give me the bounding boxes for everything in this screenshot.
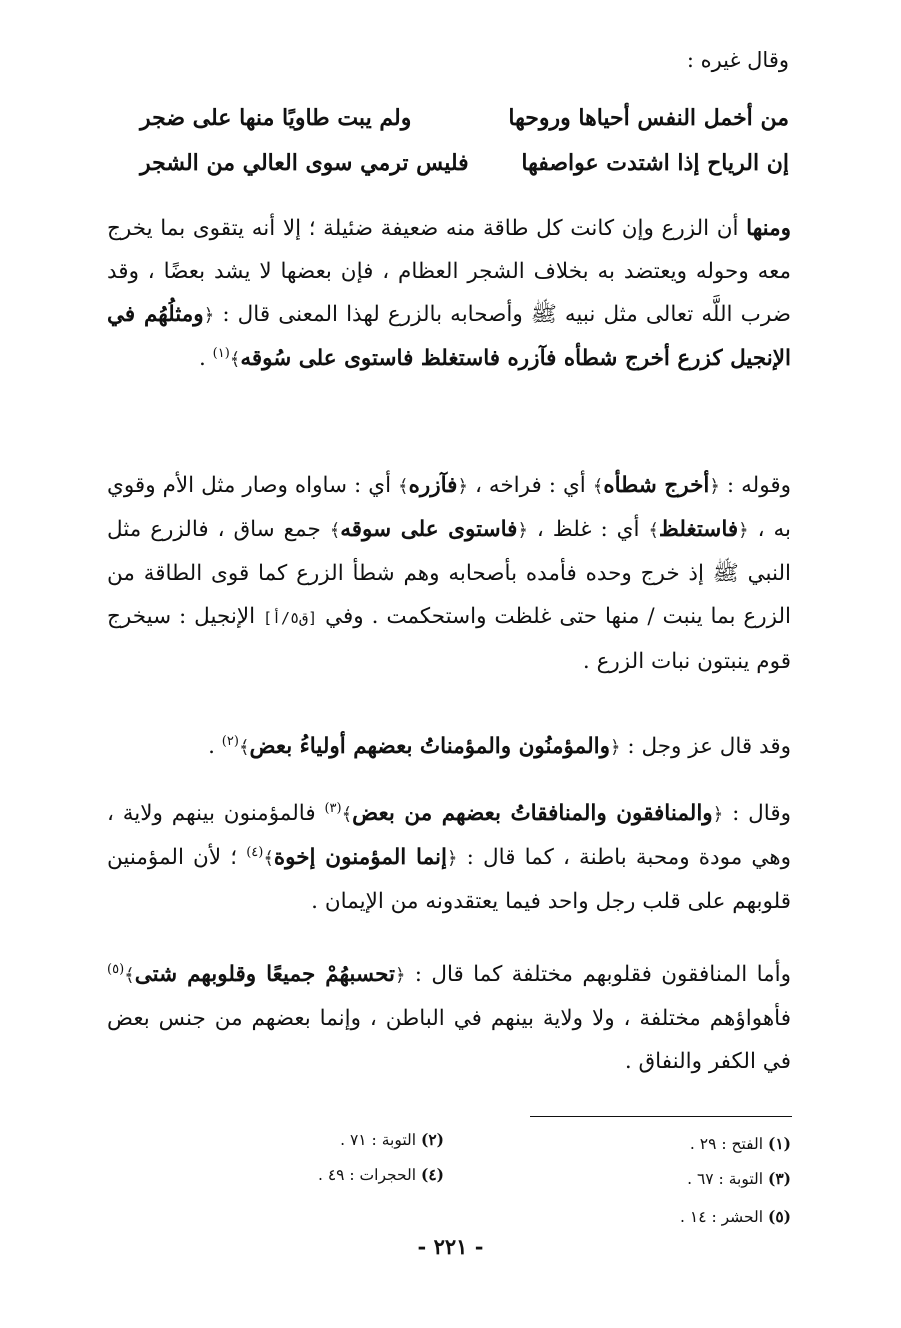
quran-quote (330, 517, 528, 542)
quran-quote (263, 845, 457, 870)
footnote-ref: (٥) (107, 961, 125, 977)
footnote-number: (٣) (767, 1169, 791, 1188)
ornament-close: ﴾ (124, 965, 135, 986)
paragraph-text: ؛ لأن المؤمنين قلوبهم على قلب رجل واحد فيما يعتقدونه من الإيمان . (107, 845, 791, 914)
paragraph-text: الإنجيل : سيخرج قوم ينبتون نبات الزرع . (107, 604, 791, 674)
quran-text: ومثلُهُم في الإنجيل كزرع أخرج شطأه فآزره فاستغلظ فاستوى على سُوقه (107, 302, 791, 371)
quran-quote (239, 734, 621, 759)
paragraph-text: فأهواؤهم مختلفة ، ولا ولاية بينهم في الباطن ، وإنما بعضهم من جنس بعض في الكفر والنفاق . (107, 1006, 791, 1074)
verse-hemistich: إن الرياح إذا اشتدت عواصفها (521, 150, 789, 176)
ornament-open: ﴿ (738, 520, 749, 541)
paragraph-text: أي : فراخه ، (467, 473, 593, 498)
quran-quote (648, 517, 748, 542)
footnote-text: الحجرات : ٤٩ . (317, 1166, 417, 1184)
paragraph-text: أي : ساواه وصار مثل الأم وقوي به ، (107, 473, 791, 542)
quran-text: أخرج شطأه (603, 473, 710, 498)
paragraph-text: فالمؤمنون بينهم ولاية ، وهي مودة ومحبة باطنة ، كما قال : (107, 801, 791, 870)
quran-quote (593, 473, 720, 498)
paragraph-text: وأما المنافقون فقلوبهم مختلفة كما قال : (405, 962, 791, 987)
ornament-close: ﴾ (263, 848, 274, 869)
footnote-number: (١) (767, 1134, 791, 1153)
ornament-close: ﴾ (229, 349, 241, 370)
footnote-ref: (٢) (221, 733, 239, 749)
paragraph-text: أي : غلظ ، (528, 517, 649, 542)
quran-text: والمؤمنُون والمؤمناتُ بعضهم أولياءُ بعض (249, 734, 610, 759)
ornament-open: ﴿ (609, 737, 621, 758)
footnote (690, 1132, 791, 1156)
footnote (340, 1128, 444, 1152)
footnote-number: (٢) (420, 1130, 444, 1149)
paragraph-1 (107, 207, 791, 381)
ornament-close: ﴾ (398, 476, 409, 497)
footnote-number: (٤) (420, 1165, 444, 1184)
manuscript-page-ref: [ق٥/أ] (262, 609, 318, 627)
verse-line (140, 96, 789, 140)
verse-hemistich: من أخمل النفس أحياها وروحها (508, 105, 789, 131)
footnote-text: التوبة : ٦٧ . (687, 1170, 764, 1188)
quran-text: والمنافقون والمنافقاتُ بعضهم من بعض (352, 801, 713, 826)
paragraph-text: . (198, 346, 213, 371)
footnote (687, 1167, 791, 1191)
ornament-close: ﴾ (341, 804, 353, 825)
footnote (680, 1205, 791, 1229)
ornament-open: ﴿ (203, 305, 215, 326)
footnote-text: الفتح : ٢٩ . (689, 1135, 764, 1153)
quran-quote (342, 801, 724, 826)
paragraph-5 (107, 953, 791, 1083)
quran-quote (398, 473, 468, 498)
verse-hemistich: ولم يبت طاويًا منها على ضجر (140, 105, 412, 131)
ornament-close: ﴾ (329, 520, 341, 541)
ornament-open: ﴿ (712, 804, 724, 825)
ornament-open: ﴿ (447, 848, 458, 869)
page-number: - ٢٢١ - (417, 1234, 484, 1259)
footnote-ref: (٤) (246, 844, 264, 860)
ornament-close: ﴾ (238, 737, 250, 758)
footnote-ref: (١) (212, 345, 230, 361)
quran-text: فاستوى على سوقه (340, 517, 518, 542)
intro-line: وقال غيره : (686, 48, 789, 72)
ornament-open: ﴿ (394, 965, 406, 986)
ornament-close: ﴾ (592, 476, 604, 497)
verse-line (140, 141, 789, 185)
quran-quote (124, 962, 405, 987)
quran-text: فاستغلظ (658, 517, 739, 542)
footnote-text: الحشر : ١٤ . (680, 1208, 764, 1226)
paragraph-text: وقوله : (719, 473, 791, 498)
ornament-open: ﴿ (709, 476, 720, 497)
footnote-text: التوبة : ٧١ . (340, 1131, 417, 1149)
verse-hemistich: فليس ترمي سوى العالي من الشجر (140, 150, 469, 176)
paragraph-text: وقد قال عز وجل : (620, 734, 791, 759)
paragraph-3 (107, 725, 791, 769)
footnote-divider (530, 1116, 792, 1117)
ornament-open: ﴿ (517, 520, 528, 541)
quran-text: فآزره (408, 473, 458, 498)
paragraph-4 (107, 792, 791, 923)
footnote-number: (٥) (767, 1207, 791, 1226)
quran-text: تحسبهُمْ جميعًا وقلوبهم شتى (134, 962, 395, 987)
paragraph-text: جمع ساق ، فالزرع مثل النبي ﷺ إذ خرج وحده فأمده بأصحابه وهم شطأ الزرع كما قوى الطاقة من الزرع بما ينبت / منها حتى غلظت واستحكمت . وفي (107, 517, 791, 629)
paragraph-2 (107, 464, 791, 683)
ornament-close: ﴾ (648, 520, 659, 541)
paragraph-text: وقال : (723, 801, 791, 826)
footnote-ref: (٣) (324, 800, 342, 816)
ornament-open: ﴿ (457, 476, 468, 497)
paragraph-text: أن الزرع وإن كانت كل طاقة منه ضعيفة ضئيلة ؛ إلا أنه يتقوى بما يخرج معه وحوله ويعتضد به بخلاف الشجر العظام ، فإن بعضها لا يشد بعضًا ، وقد ضرب اللَّه تعالى مثل نبيه ﷺ وأصحابه بالزرع لهذا المعنى قال : (107, 216, 791, 327)
footnote (318, 1163, 444, 1187)
quran-text: إنما المؤمنون إخوة (273, 845, 447, 870)
paragraph-text: . (208, 734, 222, 759)
lead-word: ومنها (746, 216, 791, 241)
